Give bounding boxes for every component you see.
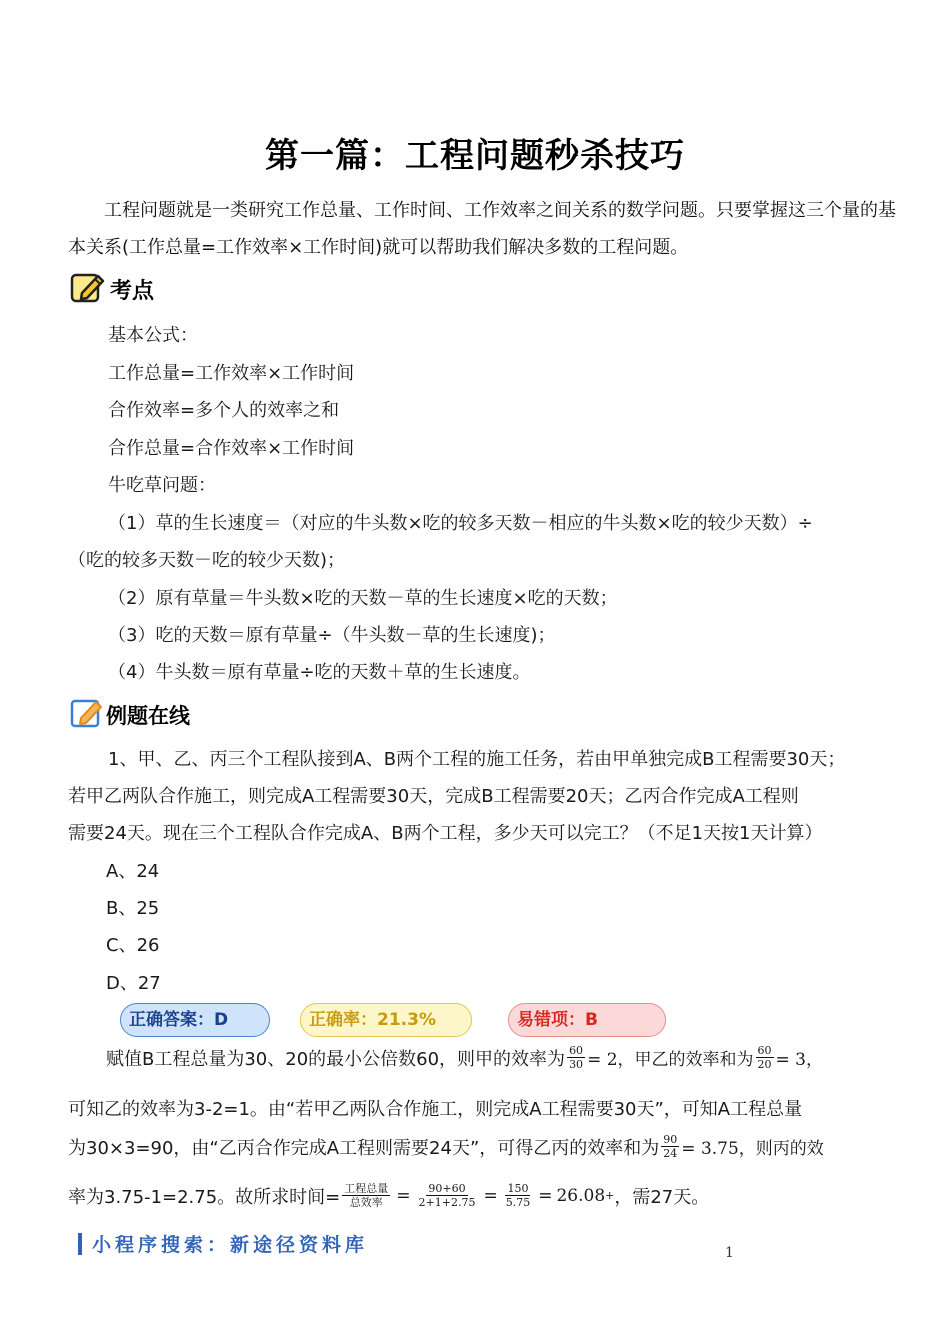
- fraction-denominator: 30: [569, 1058, 584, 1071]
- page-number: 1: [725, 1245, 734, 1261]
- option-b: B、25: [106, 898, 160, 919]
- formula-line: 工作总量=工作效率×工作时间: [108, 363, 355, 384]
- fraction-denominator: 2+1+2.75: [418, 1196, 476, 1209]
- fraction-denominator: 总效率: [349, 1196, 383, 1209]
- intro-paragraph: 工程问题就是一类研究工作总量、工作时间、工作效率之间关系的数学问题。只要掌握这三个量的基本关系(工作总量=工作效率×工作时间)就可以帮助我们解决多数的工程问题。: [68, 200, 896, 258]
- solution-line-2: 可知乙的效率为3-2=1。由“若甲乙两队合作施工，则完成A工程需要30天”，可知A工程总量: [68, 1099, 803, 1120]
- solution-line-4: [68, 1182, 709, 1209]
- solution-text: ，需27天。: [614, 1186, 710, 1208]
- solution-text: = 3.75，则丙的效: [681, 1139, 824, 1159]
- footer-promo: 小程序搜索：新途径资料库: [92, 1234, 369, 1256]
- edit-note-icon: [70, 697, 104, 729]
- option-a: A、24: [106, 861, 160, 882]
- formula-line: 合作效率=多个人的效率之和: [108, 400, 340, 421]
- formula-line: 合作总量=合作效率×工作时间: [108, 438, 355, 459]
- equals-sign: =: [396, 1185, 411, 1206]
- fraction-numerator: 90: [663, 1133, 678, 1146]
- solution-text: 赋值B工程总量为30、20的最小公倍数60，则甲的效率为: [106, 1048, 566, 1070]
- fraction: [504, 1182, 533, 1209]
- example-heading: 例题在线: [106, 704, 190, 728]
- fraction: [567, 1044, 585, 1071]
- grass-formula-4: （4）牛头数＝原有草量÷吃的天数＋草的生长速度。: [108, 662, 531, 683]
- pencil-note-icon: [70, 271, 106, 305]
- fraction-numerator: 60: [569, 1044, 584, 1057]
- footer-accent-bar: [78, 1233, 82, 1255]
- page-title: 第一篇：工程问题秒杀技巧: [265, 136, 685, 176]
- question-line: 1、甲、乙、丙三个工程队接到A、B两个工程的施工任务，若由甲单独完成B工程需要30天；: [108, 749, 846, 770]
- question-line: 需要24天。现在三个工程队合作完成A、B两个工程，多少天可以完工？（不足1天按1天计算）: [68, 823, 823, 844]
- fraction: [756, 1044, 774, 1071]
- grass-formula-3: （3）吃的天数＝原有草量÷（牛头数－草的生长速度)；: [108, 625, 556, 646]
- fraction-numerator: 90+60: [428, 1182, 466, 1195]
- solution-line-3: [68, 1133, 824, 1160]
- result-superscript: +: [605, 1189, 615, 1202]
- correct-answer-badge: 正确答案：D: [120, 1003, 270, 1037]
- accuracy-rate-badge: 正确率：21.3%: [300, 1003, 472, 1037]
- fraction-numerator: 60: [757, 1044, 772, 1057]
- fraction-numerator: 150: [507, 1182, 529, 1195]
- grass-formula-1-cont: （吃的较多天数－吃的较少天数)；: [68, 550, 346, 571]
- kaodian-heading: 考点: [110, 279, 155, 304]
- fraction: [342, 1182, 390, 1209]
- common-mistake-badge: 易错项：B: [508, 1003, 666, 1037]
- solution-text: 率为3.75-1=2.75。故所求时间=: [68, 1186, 341, 1208]
- solution-text: = 3，: [775, 1050, 823, 1070]
- solution-text: 为30×3=90，由“乙丙合作完成A工程则需要24天”，可得乙丙的效率和为: [68, 1137, 660, 1159]
- result-value: 26.08: [556, 1185, 606, 1206]
- grass-formula-2: （2）原有草量＝牛头数×吃的天数－草的生长速度×吃的天数；: [108, 588, 618, 609]
- fraction-denominator: 5.75: [505, 1196, 531, 1209]
- fraction-denominator: 24: [663, 1147, 678, 1160]
- solution-line-1: [106, 1044, 823, 1071]
- equals-sign: =: [538, 1185, 553, 1206]
- solution-text: = 2，甲乙的效率和为: [587, 1050, 754, 1070]
- fraction-denominator: 20: [757, 1058, 772, 1071]
- option-d: D、27: [106, 973, 161, 994]
- fraction: [661, 1133, 679, 1160]
- formula-line: 基本公式：: [108, 325, 198, 346]
- grass-formula-1: （1）草的生长速度＝（对应的牛头数×吃的较多天数－相应的牛头数×吃的较少天数）÷: [108, 513, 813, 534]
- fraction-numerator: 工程总量: [344, 1182, 389, 1195]
- formula-line: 牛吃草问题：: [108, 475, 216, 496]
- fraction: [417, 1182, 478, 1209]
- equals-sign: =: [483, 1185, 498, 1206]
- option-c: C、26: [106, 935, 160, 956]
- question-line: 若甲乙两队合作施工，则完成A工程需要30天，完成B工程需要20天；乙丙合作完成A工程则: [68, 786, 799, 807]
